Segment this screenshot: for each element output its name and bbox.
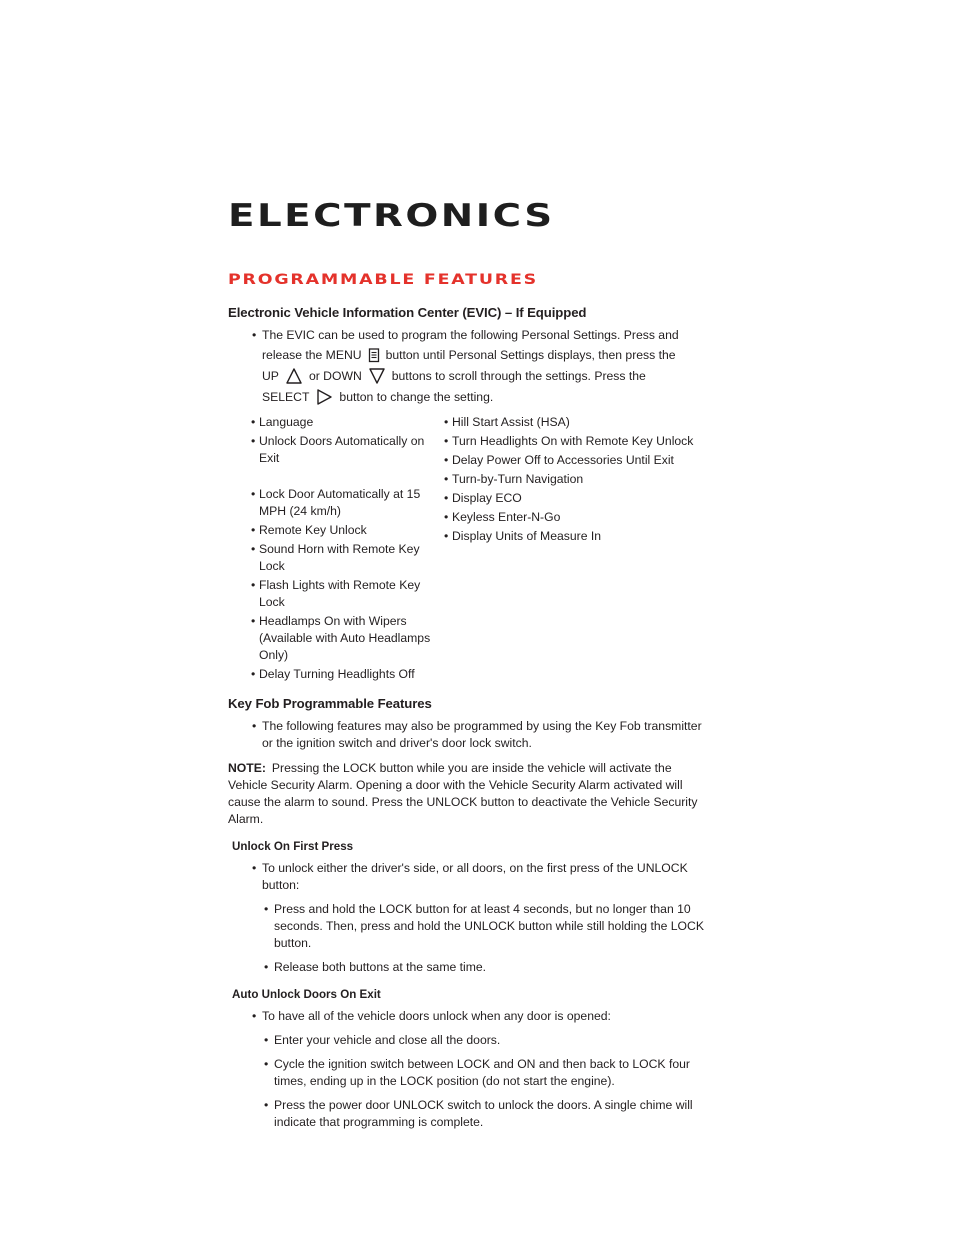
down-arrow-icon: [368, 367, 386, 385]
setting-label: Turn Headlights On with Remote Key Unlock: [452, 434, 694, 448]
setting-label: Sound Horn with Remote Key Lock: [259, 542, 420, 573]
bullet: •: [251, 434, 256, 448]
list-item: [228, 541, 444, 575]
bullet: •: [444, 415, 449, 429]
setting-label: Turn-by-Turn Navigation: [452, 472, 584, 486]
bullet: •: [251, 614, 256, 628]
evic-intro-menu-text-2: button until Personal Settings displays, then press the: [385, 348, 676, 362]
menu-icon: [368, 348, 380, 363]
up-arrow-icon: [285, 367, 303, 385]
note-paragraph: [228, 760, 708, 828]
auto-unlock-heading: Auto Unlock Doors On Exit: [232, 988, 381, 1001]
list-item: [444, 452, 708, 469]
list-item: [228, 959, 708, 976]
step-text: Cycle the ignition switch between LOCK and ON and then back to LOCK four times, ending up in the LOCK position (do not start the engine).: [274, 1057, 690, 1088]
bullet: •: [264, 1057, 269, 1071]
bullet: •: [264, 1098, 269, 1112]
setting-label: Unlock Doors Automatically on Exit: [259, 434, 425, 465]
bullet: •: [251, 415, 256, 429]
bullet: •: [251, 542, 256, 556]
evic-intro-select-text-2: button to change the setting.: [339, 389, 494, 404]
personal-settings-list: [228, 414, 708, 685]
list-item: [444, 490, 708, 507]
unlock-first-intro: [228, 860, 708, 894]
bullet: •: [252, 328, 257, 342]
bullet: •: [444, 453, 449, 467]
list-item: [228, 433, 444, 467]
list-item: [228, 666, 444, 683]
evic-intro-line-1: The EVIC can be used to program the following Personal Settings. Press and: [262, 328, 679, 342]
bullet: •: [264, 960, 269, 974]
setting-label: Flash Lights with Remote Key Lock: [259, 578, 421, 609]
settings-column-left: [228, 414, 444, 685]
bullet: •: [251, 578, 256, 592]
list-item: [444, 414, 708, 431]
list-item: [444, 528, 708, 545]
select-arrow-icon: [315, 388, 333, 406]
setting-label: Display Units of Measure In: [452, 529, 602, 543]
page-content: [228, 304, 708, 1138]
step-text: Release both buttons at the same time.: [274, 960, 487, 974]
list-item: [228, 577, 444, 611]
setting-label: Hill Start Assist (HSA): [452, 415, 570, 429]
list-item: [444, 471, 708, 488]
bullet: •: [251, 667, 256, 681]
bullet: •: [444, 510, 449, 524]
list-item: [444, 433, 708, 450]
evic-intro-select-text: SELECT: [262, 389, 310, 404]
auto-unlock-intro-text: To have all of the vehicle doors unlock when any door is opened:: [262, 1009, 611, 1023]
evic-intro-line-4: [262, 388, 708, 406]
keyfob-intro-text: The following features may also be programmed by using the Key Fob transmitter or the ignition switch and driver's door lock switch.: [262, 719, 702, 750]
section-title: ELECTRONICS: [228, 198, 555, 234]
setting-label: Delay Power Off to Accessories Until Exit: [452, 453, 674, 467]
bullet: •: [251, 487, 256, 501]
unlock-first-heading: Unlock On First Press: [232, 840, 354, 853]
bullet: •: [252, 861, 257, 875]
setting-label: Delay Turning Headlights Off: [259, 667, 415, 681]
settings-column-right: [444, 414, 708, 685]
step-text: Press the power door UNLOCK switch to unlock the doors. A single chime will indicate that programming is complete.: [274, 1098, 693, 1129]
evic-intro-line-3: [262, 367, 708, 385]
bullet: •: [444, 491, 449, 505]
setting-label: Display ECO: [452, 491, 522, 505]
list-item: [228, 1056, 708, 1090]
unlock-first-intro-text: To unlock either the driver's side, or all doors, on the first press of the UNLOCK button:: [262, 861, 688, 892]
setting-label: Remote Key Unlock: [259, 523, 367, 537]
step-text: Press and hold the LOCK button for at least 4 seconds, but no longer than 10 seconds. Then, press and hold the UNLOCK button while still holding the LOCK button.: [274, 902, 704, 950]
setting-label: Language: [259, 415, 314, 429]
step-text: Enter your vehicle and close all the doors.: [274, 1033, 501, 1047]
bullet: •: [251, 523, 256, 537]
note-text: Pressing the LOCK button while you are inside the vehicle will activate the Vehicle Security Alarm. Opening a door with the Vehicle Security Alarm activated will cause the alarm to sound. Press the UNLOCK button to deactivate the Vehicle Security Alarm.: [228, 761, 698, 826]
evic-heading: Electronic Vehicle Information Center (EVIC) – If Equipped: [228, 305, 587, 320]
bullet: •: [444, 529, 449, 543]
setting-label: Lock Door Automatically at 15 MPH (24 km/h): [259, 487, 421, 518]
list-item: [228, 613, 444, 664]
evic-intro-line-2: [262, 347, 708, 364]
bullet: •: [444, 434, 449, 448]
list-item: [228, 414, 444, 431]
list-item: [228, 522, 444, 539]
evic-intro-menu-text: release the MENU: [262, 348, 362, 362]
evic-intro-down-text: or DOWN: [308, 368, 362, 383]
bullet: •: [264, 902, 269, 916]
list-item: [444, 509, 708, 526]
evic-intro-up-text: UP: [262, 368, 279, 383]
keyfob-heading: Key Fob Programmable Features: [228, 696, 432, 711]
list-item: [228, 486, 444, 520]
bullet: •: [252, 719, 257, 733]
list-item: [228, 1097, 708, 1131]
note-label: NOTE:: [228, 761, 266, 775]
setting-label: Headlamps On with Wipers (Available with Auto Headlamps Only): [259, 614, 431, 662]
bullet: •: [264, 1033, 269, 1047]
subsection-title: PROGRAMMABLE FEATURES: [228, 272, 538, 288]
keyfob-intro: [228, 718, 708, 752]
evic-intro: [228, 327, 708, 406]
setting-label: Keyless Enter-N-Go: [452, 510, 561, 524]
bullet: •: [252, 1009, 257, 1023]
auto-unlock-intro: [228, 1008, 708, 1025]
list-item: [228, 901, 708, 952]
bullet: •: [444, 472, 449, 486]
list-item: [228, 1032, 708, 1049]
evic-intro-scroll-text: buttons to scroll through the settings. Press the: [391, 368, 646, 383]
